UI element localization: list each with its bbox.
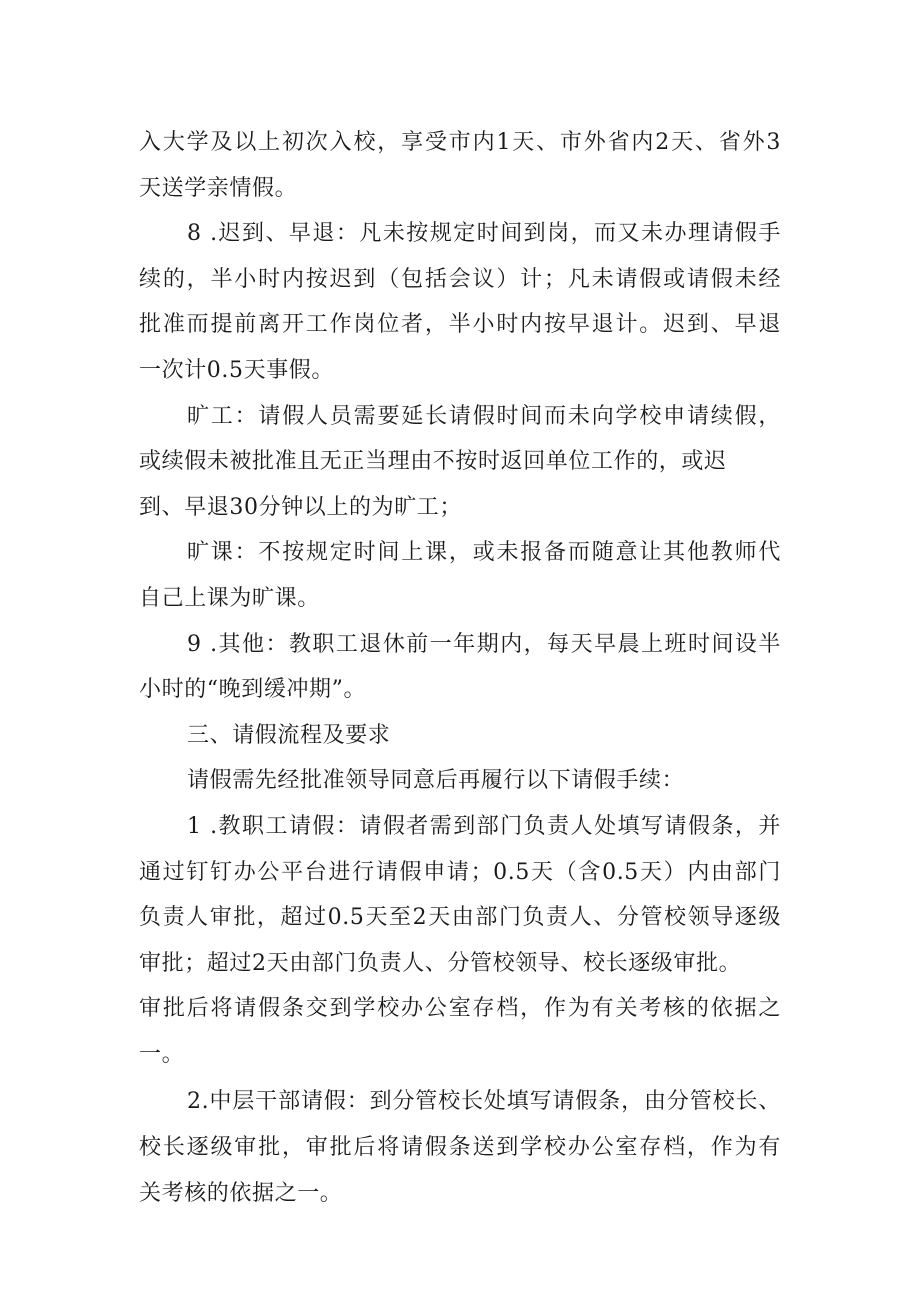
text-line: 天送学亲情假。 [139, 175, 298, 201]
text-line: 关考核的依据之一。 [139, 1180, 343, 1206]
section-heading: 三、请假流程及要求 [187, 722, 391, 748]
text-line: 校长逐级审批，审批后将请假条送到学校办公室存档，作为有 [139, 1135, 781, 1161]
text-line: 2.中层干部请假：到分管校长处填写请假条，由分管校长、 [187, 1089, 781, 1115]
text-line: 自己上课为旷课。 [139, 585, 320, 611]
text-line: 审批；超过2天由部门负责人、分管校领导、校长逐级审批。 [139, 950, 742, 976]
text-line: 审批后将请假条交到学校办公室存档，作为有关考核的依据之 [139, 996, 781, 1022]
text-line: 1 .教职工请假：请假者需到部门负责人处填写请假条，并 [187, 813, 781, 839]
text-line: 一。 [139, 1041, 185, 1067]
text-line: 8 .迟到、早退：凡未按规定时间到岗，而又未办理请假手 [187, 221, 781, 247]
text-line: 续的，半小时内按迟到（包括会议）计；凡未请假或请假未经 [139, 266, 781, 292]
body-text [139, 120, 781, 1216]
text-line: 9 .其他：教职工退休前一年期内，每天早晨上班时间设半 [187, 631, 781, 657]
text-line: 到、早退30分钟以上的为旷工； [139, 494, 462, 520]
text-line: 一次计0.5天事假。 [139, 357, 334, 383]
text-line: 或续假未被批准且无正当理由不按时返回单位工作的，或迟 [139, 449, 727, 475]
text-line: 小时的“晚到缓冲期”。 [139, 677, 367, 703]
text-line: 旷课：不按规定时间上课，或未报备而随意让其他教师代 [187, 540, 781, 566]
text-line: 旷工：请假人员需要延长请假时间而未向学校申请续假， [187, 403, 781, 429]
text-line: 负责人审批，超过0.5天至2天由部门负责人、分管校领导逐级 [139, 905, 781, 931]
text-line: 通过钉钉办公平台进行请假申请；0.5天（含0.5天）内由部门 [139, 859, 781, 885]
text-line: 请假需先经批准领导同意后再履行以下请假手续： [187, 768, 685, 794]
text-line: 入大学及以上初次入校，享受市内1天、市外省内2天、省外3 [139, 130, 781, 155]
text-line: 批准而提前离开工作岗位者，半小时内按早退计。迟到、早退 [139, 312, 781, 338]
